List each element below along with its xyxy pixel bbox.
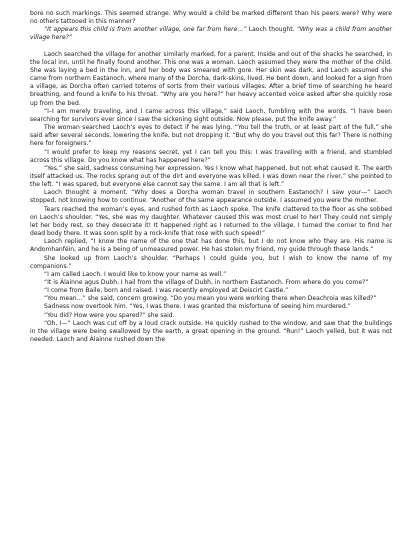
italic-quote: “It appears this child is from another village, one far from here…” (44, 26, 247, 34)
paragraph: She looked up from Laoch’s shoulder. “Perhaps I could guide you, but I wish to know the name of my companions.” (30, 254, 392, 270)
paragraph: Laoch thought a moment. “Why does a Dorcha woman travel in southern Eastanoch? I saw your—“ Laoch stopped, not knowing how to continue. “Another of the same appearance outside. I assumed you were the mother. (30, 189, 392, 205)
paragraph: “It is Álainne agus Dubh. I hail from the village of Dubh, in northern Eastanoch. From where do you come?” (44, 279, 369, 286)
paragraph: bore no such markings. This seemed strange. Why would a child be marked different than his peers were? Why were no others tattooed in this manner? (30, 10, 392, 26)
paragraph: Sadness now overtook him. “Yes, I was there. I was granted the misfortune of seeing him murdered.” (44, 303, 351, 311)
paragraph: Laoch replied, “I know the name of the one that has done this, but I do not know who they are. His name is Andomhanféin, and he is a being of unmeasured power. He has stolen my friend, my guide through these lands.” (30, 238, 392, 254)
paragraph-gap (30, 43, 392, 51)
paragraph: Laoch searched the village for another similarly marked, for a parent. Inside and out of the shacks he searched, in the local inn, until he finally found another. This one was a woman. Laoch assumed they were the mother of the child. She was laying a bed in the inn, and her body was smeared with gore. Her skin was dark, and Laoch assumed she came from northern Eastanoch, where many of the Dorcha, dark-skins, lived. He bent down, and looked for a sign from a village, as Dorcha often carried totems of sorts from their various villages. After a brief time of searching he heard breathing, and found a knife to his throat. “Why are you here?” her heavy accented voice asked after she quickly rose up from the bed. (30, 50, 392, 107)
paragraph: “You mean…” she said, concern growing. “Do you mean you were working there when Deachroia was killed?” (44, 295, 377, 303)
paragraph: “I am called Laoch. I would like to know your name as well.” (44, 270, 227, 278)
paragraph: “You did? How were you spared?” she said. (44, 311, 175, 319)
document-page (30, 10, 392, 344)
paragraph: “Oh, I—“ Laoch was cut off by a loud crack outside. He quickly rushed to the window, and saw that the buildings in the village were being swallowed by the earth, a great opening in the ground. “Run!” Laoch yelled, but it was not needed. Laoch and Álainne rushed down the (30, 319, 392, 344)
thought-paragraph (30, 26, 392, 42)
italic-quote: “Why was a child from another village here?” (30, 26, 392, 42)
paragraph-group-1 (30, 10, 392, 43)
paragraph: “I–I am merely traveling, and I came across this village,” said Laoch, fumbling with the words. “I have been searching for survivors ever since I saw the sickening sight outside. Now please, put the knife away.” (30, 107, 392, 123)
paragraph-group-2 (30, 51, 392, 345)
narration-text: Laoch thought. (246, 26, 297, 34)
paragraph: “I would prefer to keep my reasons secret, yet I can tell you this: I was traveling with a friend, and stumbled across this village. Do you know what has happened here?” (30, 148, 392, 164)
paragraph: “I come from Baile, born and raised. I was recently employed at Deiscirt Castle.” (44, 287, 289, 295)
paragraph: “Yes,” she said, sadness consuming her expression. Yes I know what happened, but not what caused it. The earth itself attacked us. The rocks sprang out of the dirt and everyone was killed. I was down near the river,” she pointed to the left. “I was spared, but everyone else cannot say the same. I am all that is left.” (30, 164, 392, 189)
paragraph: The woman searched Laoch’s eyes to detect if he was lying. “You tell the truth, or at least part of the full,” she said after several seconds, lowering the knife, but not dropping it. “But why do you travel out this far? There is nothing here for foreigners.” (30, 124, 392, 148)
paragraph: Tears reached the woman’s eyes, and rushed forth as Laoch spoke. The knife clattered to the floor as she sobbed on Laoch’s shoulder. “Yes, she was my daughter. Whatever caused this was most cruel to her! They could not simply let her body rest, so they desecrate it! It happened right as I returned to the village. I turned the corner to find her dead body there. It was soon split by a rock-knife that rose with such speed!” (30, 205, 392, 238)
